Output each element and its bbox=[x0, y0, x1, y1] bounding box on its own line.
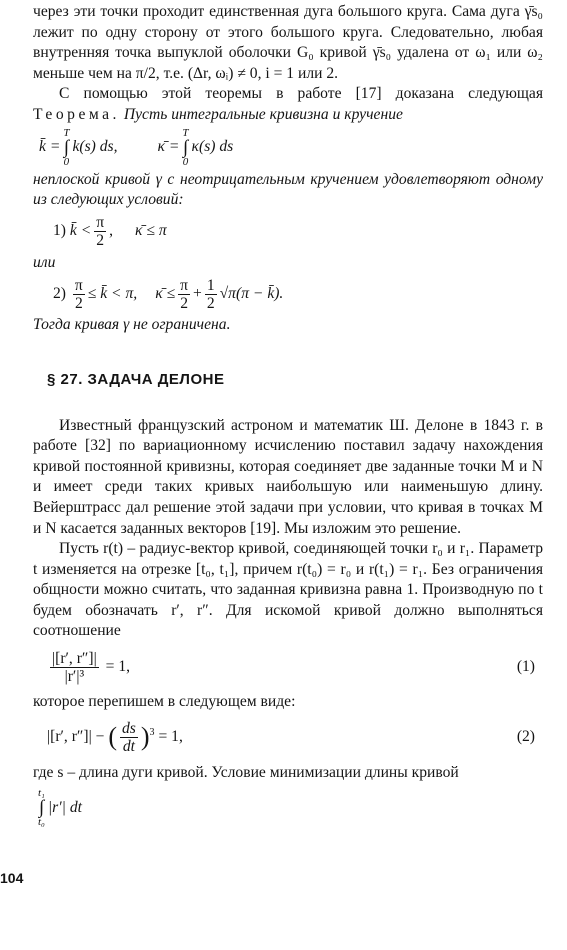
paragraph-setup: Пусть r(t) – радиус-вектор кривой, соединяющей точки r₀ и r₁. Параметр t изменяется на отрезке [t₀, t₁], причем r(t₀) = r₀ и r(t₁) = r₁. Без ограничения общности можно считать, что заданная кривизна равна 1. Производную по t будем обозначать r′, r″. Для искомой кривой должно выполняться соотношение bbox=[33, 540, 543, 640]
paragraph-continuation: через эти точки проходит единственная дуга большого круга. Сама дуга γ̄s₀ лежит по одну сторону от этого большого круга. Следовательно, любая внутренняя точка выпуклой оболочки G₀ кривой γ̄s₀ удалена от ω₁ или ω₂ меньше чем на π/2, т.е. (Δr, ωᵢ) ≠ 0, i = 1 или 2. bbox=[33, 3, 543, 82]
equation-1: $\frac{|[r', r'']|}{\text{|r′|³}}$ = 1, (1) bbox=[52, 649, 535, 685]
theorem-intro-text: Пусть интегральные кривизна и кручение bbox=[123, 105, 403, 123]
integral-sign: T ∫ 0 bbox=[182, 126, 189, 168]
paragraph-theorem-intro bbox=[33, 84, 543, 125]
page-number: 104 bbox=[0, 870, 24, 886]
k-bar-label: k̄ = bbox=[39, 138, 61, 156]
theorem-lead-text: С помощью этой теоремы в работе [17] доказана следующая bbox=[59, 85, 543, 103]
or-word: или bbox=[33, 253, 56, 271]
paragraph-minimization: где s – длина дуги кривой. Условие минимизации длины кривой bbox=[33, 763, 459, 781]
k-integrand: k(s) ds, bbox=[72, 138, 118, 156]
section-heading: § 27. ЗАДАЧА ДЕЛОНЕ bbox=[47, 370, 225, 388]
paragraph-delaunay: Известный французский астроном и математик Ш. Делоне в 1843 г. в работе [32] по вариационному исчислению поставил задачу нахождения кривой постоянной кривизны, которая соединяет две заданные точки M и N и имеет среди таких кривых наибольшую или наименьшую длину. Вейерштрасс дал решение этой задачи при условии, что кривая в точках M и N касается заданных векторов [19]. Мы изложим это решение. bbox=[33, 416, 543, 537]
theorem-conclusion: Тогда кривая γ не ограничена. bbox=[33, 316, 231, 334]
formula-integral-curvatures bbox=[33, 126, 543, 170]
condition-1: 1) k̄ < $\frac{\pi}{2}$ , κ̄ ≤ π bbox=[53, 214, 167, 250]
paragraph-rewrite: которое перепишем в следующем виде: bbox=[33, 693, 296, 711]
formula-length-integral: t₁ ∫ t₀ |r′| dt bbox=[38, 787, 82, 829]
theorem-body: неплоской кривой γ с неотрицательным кручением удовлетворяют одному из следующих условий: bbox=[33, 170, 543, 209]
page-content bbox=[33, 2, 543, 833]
integral-sign: T ∫ 0 bbox=[63, 126, 70, 168]
equation-tag: (2) bbox=[516, 728, 535, 746]
theorem-word: Теорема. bbox=[33, 105, 120, 123]
condition-2: 2) $\frac{\pi}{2}$ ≤ k̄ < π, κ̄ ≤ $\frac{\pi}{2}$ + $\frac{1}{2}$ √π(π − k̄). bbox=[53, 276, 284, 312]
kappa-bar-label: κ̄ = bbox=[157, 138, 180, 156]
equation-2: |[r′, r″]| − ( $\frac{ds}{dt}$ )$^3$ = 1, (2) bbox=[47, 720, 535, 756]
kappa-integrand: κ(s) ds bbox=[191, 138, 234, 156]
equation-tag: (1) bbox=[516, 657, 535, 675]
